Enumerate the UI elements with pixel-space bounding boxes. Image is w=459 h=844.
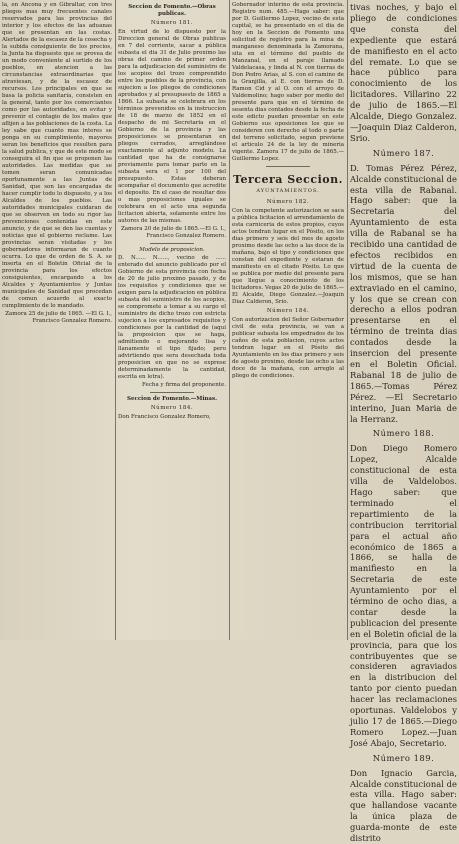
article-text: Don Francisco Gonzalez Romero, xyxy=(118,414,211,420)
article-text: Con la competente autorizacion se saca a pública licitacion el arrendamiento de esta carniceria de estos propios, cuyos actos tendran lugar en el Pósito, en los dias primero y seis del mes de agosto proximo desde las ocho a las doce de la mañana, bajo el tipo y condiciones que constan del expediente y estaran de manifiesto en el citado Pósito. Lo que se publica por medio del presente para que llegue a conocimiento de los licitadores. Vegas 20 de julio de 1865.—El Alcalde, Diego Gonzalez.—Joaquin Diaz Calderon, Srio. xyxy=(232,208,344,305)
notice-number: Número 182. xyxy=(266,199,310,205)
article-signature: Fecha y firma del proponente. xyxy=(142,382,226,388)
notice-number: Número 187. xyxy=(372,147,435,158)
article-signature: Zamora 20 de julio de 1865.—El G. I., Francisco Gonzalez Romero. xyxy=(120,226,226,239)
notice-number: Número 189. xyxy=(372,752,435,763)
notice-number: Número 184. xyxy=(266,308,310,314)
article-text: D. Tomas Pérez Pérez, Alcalde constitucional de esta villa de Rabanal. Hago saber: que la Secretaria del Ayuntamiento de esta villa de Rabanal se ha recibido una cantidad de efectos recibidos en virtud de la cuenta de los mismos, que se han extraviado en el camino, y los que se crean con derecho a ellos podran presentarse en el término de treinta dias contados desde la insercion del presente en el Boletin Oficial. Rabanal 18 de julio de 1865.—Tomas Pérez Pérez. —El Secretario interino, Juan Maria de la Herranz. xyxy=(350,162,457,424)
article-text: tivas noches, y bajo el pliego de condiciones que consta del expediente que estará de manifiesto en el acto del remate. Lo que se hace público para conocimiento de los licitadores. Villarino 22 de julio de 1865.—El Alcalde, Diego Gonzalez.—Joaquin Diaz Calderon, Srio. xyxy=(350,2,457,143)
section-heading: Seccion de Fomento.—Minas. xyxy=(127,396,217,402)
notice-number: Número 184. xyxy=(150,405,194,411)
article-text: Don Diego Romero Lopez, Alcalde constitucional de esta villa de Valdelobos. Hago saber: que terminado el repartimiento de la contribucion territorial para el actual año económico de 1865 a 1866, se halla de manifiesto en la Secretaria de este Ayuntamiento por el término de ocho dias, a contar desde la publicacion del presente en el Boletin oficial de la provincia, para que los contribuyentes que se consideren agraviados en la distribucion del tanto por ciento puedan hacer las reclamaciones oportunas. Valdelobos y julio 17 de 1865.—Diego Romero Lopez.—Juan José Abajo, Secretario. xyxy=(350,443,457,748)
article-text: Don Ignacio Garcia, Alcalde constitucional de esta villa. Hago saber: que hallandose vacante la única plaza de guarda-monte de este distrito xyxy=(350,767,457,844)
column-divider xyxy=(115,0,116,640)
article-text: Gobernador interino de esta provincia. Registro num. 485.—Hago saber: que por D. Guillermo Lopez, vecino de esta capital, se ha presentado en el dia de hoy en la Seccion de Fomento una solicitud de registro para la mina de manganeso denominada la Zamorana, sita en el término del pueblo de Manzanal, en el paraje llamado Valdelacasa, y linda al N. con tierras de Don Pedro Arias, al S. con el camino de la Granjilla, al E. con tierras de D. Ramon Cid y al O. con el arroyo de Valdemolino; hago saber por medio del presente para que en el término de sesenta dias contados desde la fecha de este edicto puedan presentar en este Gobierno sus oposiciones los que se consideren con derecho al todo o parte del terreno solicitado, segun previene el articulo 24 de la ley de mineria vigente. Zamora 17 de julio de 1865.—Guillermo Lopez. xyxy=(232,2,344,162)
section-subtitle: AYUNTAMIENTOS. xyxy=(256,188,320,194)
column-divider xyxy=(347,0,348,640)
column-3 xyxy=(232,2,344,638)
notice-number: Número 181. xyxy=(150,20,194,26)
notice-number: Número 188. xyxy=(372,428,435,439)
separator-line xyxy=(150,392,193,393)
article-text: En virtud de lo dispuesto por la Direccion general de Obras publicas en 7 del corriente, sacar a pública subasta el dia 31 de Julio proximo las obras del camino de primer orden para la adjudicacion del suministro de los acopios del trozo comprendido entre los pueblos de la provincia, con sujecion a los pliegos de condiciones aprobados y al presupuesto de 1865 a 1866. La subasta se celebrara en los términos prevenidos en la instruccion de 18 de marzo de 1852 en el despacho de mi Secretaria en el Gobierno de la provincia y las proposiciones se presentaran en pliegos cerrados, arreglándose exactamente al adjunto modelo. La cantidad que ha de consignarse previamente para tomar parte en la subasta sera el 1 por 100 del presupuesto. Estas deberan acompañar el documento que acredite el deposito. En el caso de resultar dos o mas proposiciones iguales se celebrara en el acto una segunda licitacion abierta, solamente entre los autores de las mismas. xyxy=(118,29,226,224)
separator-line xyxy=(150,243,193,244)
article-signature: Zamora 25 de julio de 1865. —El G. I., Francisco Gonzalez Romero. xyxy=(5,311,112,324)
section-heading: Seccion de Fomento.—Obras publicas. xyxy=(128,4,216,17)
column-2 xyxy=(118,2,226,638)
column-4 xyxy=(350,2,457,844)
separator-line xyxy=(266,166,311,167)
article-text: la, en Ancona y en Gibraltar, con tres pliegos mas muy frecuentes canales reservados para las provincias del interior y los efectos de las aduanas que se presentan en las costas. Alertados de la escasez de la cosecha y la subida consiguiente de los precios, la Junta ha dispuesto que se provea de un modo conveniente al surtido de los pueblos, en atencion a las circunstancias extraordinarias que atraviesan, y de la escasez de recursos. Los principales en que se basa la policia sanitaria, consisten en la general, tanto por los comerciantes como por las autoridades, en evitar y prevenir el contagio de los males que aflijen a las poblaciones de la costa. La ley sabe que cuanto mas interes se ponga en su cumplimiento, mayores seran los beneficios que resulten para la salud publica, y que de este modo se conseguira el fin que se proponen las autoridades. Las medidas que se tomen seran comunicadas oportunamente a las Juntas de Sanidad, que son las encargadas de hacer cumplir todo lo dispuesto, y a los Alcaldes de los pueblos. Las autoridades municipales cuidaran de que se observen en todo su rigor las prevenciones contenidas en este anuncio, y de que se den las cuentas y noticias que el gobierno reclame. Las provincias seran visitadas y los gobernadores informaran de cuanto ocurra. Lo que de orden de S. A. se inserta en el Boletin Oficial de la provincia para los efectos consiguientes, encargando a los Alcaldes y Ayuntamientos y Juntas municipales de Sanidad que procedan de comun acuerdo al exacto cumplimiento de lo mandado. xyxy=(2,2,112,309)
model-heading: Modelo de proposicion. xyxy=(139,247,205,253)
column-divider xyxy=(229,0,230,640)
column-1 xyxy=(2,2,112,638)
article-text: D. N...... N......, vecino de ...... enterado del anuncio publicado por el Gobierno de esta provincia con fecha de 20 de julio proximo pasado, y de los requisitos y condiciones que se exigen para la adjudicacion en pública subasta del suministro de los acopios, se compromete a tomar a su cargo el suministro de dicho trozo con estricta sujecion a los expresados requisitos y condiciones por la cantidad de (aqui la proposicion que se haga, admitiendo o mejorando lisa y llanamente el tipo fijado; pero advirtiendo que sera desechada toda proposicion en que no se exprese determinadamente la cantidad, escrita en letra). xyxy=(118,255,226,380)
section-title: Tercera Seccion. xyxy=(233,173,343,186)
article-text: Con autorizacion del Señor Gobernador civil de esta provincia, se van a publicar subasta los empedrados de los caños de esta poblacion, cuyos actos tendran lugar en el Pósito del Ayuntamiento en los dias primero y seis de agosto proximo, desde las ocho a las doce de la mañana, con arreglo al pliego de condiciones. xyxy=(232,317,344,379)
